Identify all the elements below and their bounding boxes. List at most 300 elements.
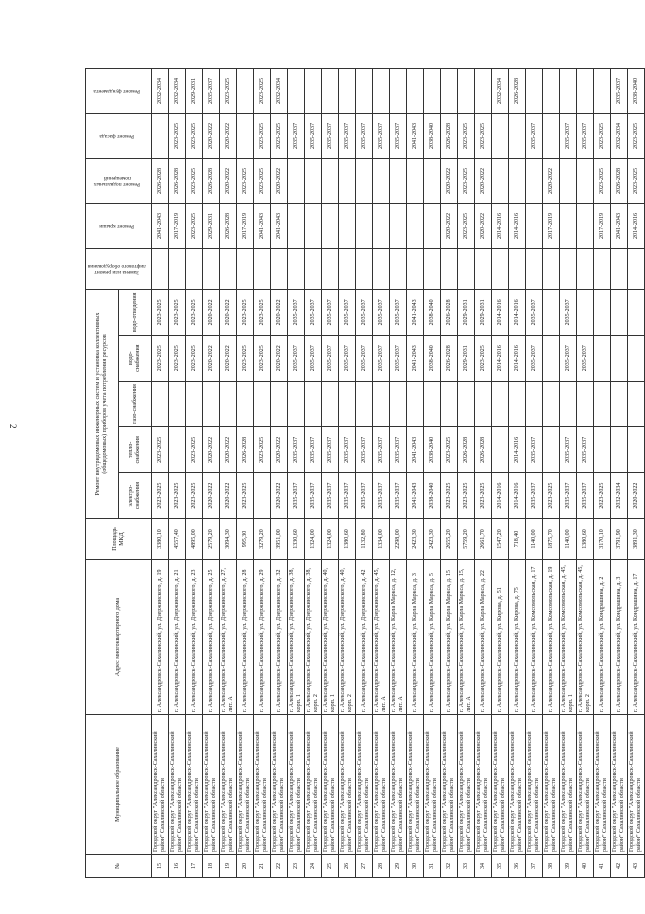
row-address: г. Александровск-Сахалинский, ул. Дзержинского, д. 32 [271,560,288,715]
row-foundation [339,69,356,114]
table-row [475,69,492,878]
row-address: г. Александровск-Сахалинский, ул. Карла Маркса, д. 15 [441,560,458,715]
row-municipality: Городской округ "Александровск-Сахалинский район" Сахалинской области [407,715,424,855]
row-basement: 2026-2028 [203,159,220,204]
table-row [509,69,526,878]
row-lift [594,249,611,290]
row-gas [509,381,526,427]
row-roof: 2017-2019 [543,204,560,249]
row-lift [254,249,271,290]
col-municipality: Муниципальное образование [86,715,152,855]
row-address: г. Александровск-Сахалинский, ул. Дзержинского, д. 25 [203,560,220,715]
row-lift [373,249,390,290]
row-sewer: 2014-2016 [509,290,526,336]
rotated-table-container [85,68,642,878]
row-gas [186,381,203,427]
row-num: 28 [373,855,390,878]
row-sewer: 2023-2025 [152,290,169,336]
row-electro [254,473,271,519]
row-electro: 2020-2022 [220,473,237,519]
row-address: г. Александровск-Сахалинский, ул. Кирова, д. 51 [492,560,509,715]
row-electro: 2014-2016 [492,473,509,519]
row-sewer [577,290,594,336]
row-basement [560,159,577,204]
row-sewer: 2035-2037 [560,290,577,336]
row-area: 2423,30 [407,519,424,560]
table-row [492,69,509,878]
row-address: г. Александровск-Сахалинский, ул. Кондрашина, д. 17 [628,560,645,715]
row-foundation [560,69,577,114]
row-heat: 2020-2022 [271,427,288,473]
row-foundation [322,69,339,114]
row-area: 1132,80 [356,519,373,560]
row-basement [526,159,543,204]
row-facade: 2035-2037 [373,114,390,159]
row-foundation [407,69,424,114]
row-gas [237,381,254,427]
row-gas [203,381,220,427]
row-basement [424,159,441,204]
row-roof [577,204,594,249]
row-heat: 2023-2025 [441,427,458,473]
row-heat: 2038-2040 [424,427,441,473]
row-basement: 2023-2025 [594,159,611,204]
row-heat: 2035-2037 [339,427,356,473]
row-facade: 2035-2037 [526,114,543,159]
row-heat: 2035-2037 [577,427,594,473]
row-heat: 2020-2022 [203,427,220,473]
row-roof: 2029-2031 [203,204,220,249]
row-num: 41 [594,855,611,878]
row-municipality: Городской округ "Александровск-Сахалинский район" Сахалинской области [271,715,288,855]
row-roof [526,204,543,249]
row-area: 3094,30 [220,519,237,560]
row-sewer: 2035-2037 [526,290,543,336]
row-foundation [424,69,441,114]
row-electro: 2020-2022 [203,473,220,519]
row-num: 18 [203,855,220,878]
row-basement [390,159,407,204]
row-water: 2023-2025 [475,335,492,381]
row-electro: 2023-2025 [458,473,475,519]
row-electro: 2041-2043 [407,473,424,519]
table-row [543,69,560,878]
row-lift [322,249,339,290]
row-address: г. Александровск-Сахалинский, ул. Дзержинского, д. 42 [356,560,373,715]
row-address: г. Александровск-Сахалинский, ул. Кирова, д. 75 [509,560,526,715]
row-municipality: Городской округ "Александровск-Сахалинский район" Сахалинской области [356,715,373,855]
row-lift [475,249,492,290]
row-municipality: Городской округ "Александровск-Сахалинский район" Сахалинской области [492,715,509,855]
row-municipality: Городской округ "Александровск-Сахалинский район" Сахалинской области [305,715,322,855]
col-heat: тепло-снабжения [119,427,152,473]
row-water: 2023-2025 [169,335,186,381]
row-lift [169,249,186,290]
row-sewer: 2020-2022 [271,290,288,336]
row-sewer: 2035-2037 [356,290,373,336]
row-electro: 2014-2016 [509,473,526,519]
col-lift: Замена или ремонт лифтового оборудования [86,249,152,290]
row-gas [458,381,475,427]
col-water: водо-снабжения [119,335,152,381]
row-municipality: Городской округ "Александровск-Сахалинский район" Сахалинской области [169,715,186,855]
row-address: г. Александровск-Сахалинский, ул. Дзержинского, д. 29 [254,560,271,715]
row-gas [560,381,577,427]
row-lift [305,249,322,290]
table-row [339,69,356,878]
page-number: 2 [8,424,18,429]
row-area: 1380,60 [577,519,594,560]
row-area: 1330,60 [288,519,305,560]
row-water: 2029-2031 [458,335,475,381]
table-row [186,69,203,878]
row-roof: 2014-2016 [492,204,509,249]
row-area: 1334,00 [373,519,390,560]
row-area: 995,30 [237,519,254,560]
row-water: 2020-2022 [203,335,220,381]
row-municipality: Городской округ "Александровск-Сахалинский район" Сахалинской области [594,715,611,855]
row-water [543,335,560,381]
row-num: 22 [271,855,288,878]
row-gas [390,381,407,427]
row-gas [322,381,339,427]
table-row [356,69,373,878]
table-row [577,69,594,878]
row-sewer [611,290,628,336]
row-facade: 2035-2037 [339,114,356,159]
row-area: 3951,00 [271,519,288,560]
row-area: 3170,10 [594,519,611,560]
row-roof: 2041-2043 [254,204,271,249]
row-lift [186,249,203,290]
row-sewer: 2035-2037 [322,290,339,336]
row-gas [169,381,186,427]
row-heat: 2023-2025 [254,427,271,473]
row-gas [305,381,322,427]
row-lift [611,249,628,290]
row-facade: 2035-2037 [288,114,305,159]
row-municipality: Городской округ "Александровск-Сахалинский район" Сахалинской области [254,715,271,855]
table-row [390,69,407,878]
row-foundation [237,69,254,114]
row-heat: 2026-2028 [475,427,492,473]
row-lift [288,249,305,290]
row-heat: 2023-2025 [152,427,169,473]
row-gas [339,381,356,427]
row-water: 2023-2025 [152,335,169,381]
table-row [560,69,577,878]
row-roof: 2014-2016 [628,204,645,249]
row-electro: 2035-2037 [577,473,594,519]
row-heat: 2035-2037 [305,427,322,473]
row-lift [407,249,424,290]
row-roof [407,204,424,249]
row-foundation [543,69,560,114]
row-municipality: Городской округ "Александровск-Сахалинский район" Сахалинской области [628,715,645,855]
row-gas [407,381,424,427]
row-heat: 2026-2028 [458,427,475,473]
row-num: 23 [288,855,305,878]
row-heat [543,427,560,473]
col-gas: газо-снабжения [119,381,152,427]
row-electro: 2035-2037 [339,473,356,519]
row-heat [169,427,186,473]
table-row [271,69,288,878]
row-area: 718,40 [509,519,526,560]
row-area: 3791,90 [611,519,628,560]
row-municipality: Городской округ "Александровск-Сахалинский район" Сахалинской области [390,715,407,855]
row-basement: 2023-2025 [254,159,271,204]
col-systems-group: Ремонт внутридомовых инженерных систем и установка коллективных (общедомовых) приборов учета потребления ресурсов [86,290,119,519]
col-roof: Ремонт крыши [86,204,152,249]
row-num: 26 [339,855,356,878]
row-roof: 2017-2019 [237,204,254,249]
row-municipality: Городской округ "Александровск-Сахалинский район" Сахалинской области [373,715,390,855]
row-roof: 2020-2022 [475,204,492,249]
row-basement: 2020-2022 [220,159,237,204]
row-roof: 2041-2043 [271,204,288,249]
row-water: 2020-2022 [220,335,237,381]
row-area: 1140,00 [526,519,543,560]
col-basement: Ремонт подвальных помещений [86,159,152,204]
row-electro: 2023-2025 [237,473,254,519]
row-water: 2023-2025 [237,335,254,381]
row-area: 3380,10 [152,519,169,560]
row-water: 2014-2016 [492,335,509,381]
row-lift [390,249,407,290]
row-lift [509,249,526,290]
row-address: г. Александровск-Сахалинский, ул. Карла Маркса, д. 5 [424,560,441,715]
row-foundation [577,69,594,114]
row-gas [152,381,169,427]
row-address: г. Александровск-Сахалинский, ул. Кондрашина, д. 3 [611,560,628,715]
row-water: 2035-2037 [339,335,356,381]
row-num: 37 [526,855,543,878]
row-water: 2026-2028 [441,335,458,381]
row-foundation [288,69,305,114]
row-electro: 2020-2022 [628,473,645,519]
row-foundation [441,69,458,114]
row-basement: 2023-2025 [237,159,254,204]
row-electro: 2023-2025 [169,473,186,519]
row-heat: 2041-2043 [407,427,424,473]
row-gas [441,381,458,427]
row-facade [152,114,169,159]
row-water: 2041-2043 [407,335,424,381]
row-electro: 2023-2025 [543,473,560,519]
row-water: 2023-2025 [186,335,203,381]
row-address: г. Александровск-Сахалинский, ул. Карла Маркса, д. 3 [407,560,424,715]
row-area: 1380,60 [339,519,356,560]
row-lift [271,249,288,290]
row-municipality: Городской округ "Александровск-Сахалинский район" Сахалинской области [560,715,577,855]
row-area: 1324,00 [305,519,322,560]
row-facade: 2032-2034 [611,114,628,159]
row-municipality: Городской округ "Александровск-Сахалинский район" Сахалинской области [577,715,594,855]
row-area: 2655,20 [441,519,458,560]
col-num: № [86,855,152,878]
row-basement: 2020-2022 [543,159,560,204]
row-sewer: 2035-2037 [390,290,407,336]
row-lift [526,249,543,290]
row-facade: 2023-2025 [475,114,492,159]
col-area: Площадь МКД [86,519,152,560]
row-electro: 2035-2037 [356,473,373,519]
row-address: г. Александровск-Сахалинский, ул. Дзержинского, д. 40, корп. 1 [322,560,339,715]
row-area: 2661,70 [475,519,492,560]
row-foundation: 2035-2037 [203,69,220,114]
row-facade: 2035-2037 [322,114,339,159]
row-basement [322,159,339,204]
row-area: 2298,00 [390,519,407,560]
row-foundation: 2032-2034 [492,69,509,114]
row-roof: 2041-2043 [152,204,169,249]
row-address: г. Александровск-Сахалинский, ул. Карла Маркса, д. 12, лит. А [390,560,407,715]
row-water: 2023-2025 [254,335,271,381]
row-basement [577,159,594,204]
row-num: 27 [356,855,373,878]
row-lift [203,249,220,290]
row-electro: 2023-2025 [152,473,169,519]
row-num: 17 [186,855,203,878]
row-area: 1324,00 [322,519,339,560]
row-num: 42 [611,855,628,878]
row-sewer: 2023-2025 [186,290,203,336]
row-address: г. Александровск-Сахалинский, ул. Дзержинского, д. 38, корп. 2 [305,560,322,715]
row-sewer: 2026-2028 [441,290,458,336]
row-municipality: Городской округ "Александровск-Сахалинский район" Сахалинской области [611,715,628,855]
row-facade: 2035-2037 [356,114,373,159]
row-heat: 2023-2025 [186,427,203,473]
row-foundation: 2023-2025 [220,69,237,114]
row-facade [237,114,254,159]
row-lift [356,249,373,290]
row-facade: 2023-2025 [169,114,186,159]
row-municipality: Городской округ "Александровск-Сахалинский район" Сахалинской области [458,715,475,855]
row-foundation: 2029-2031 [186,69,203,114]
row-area: 5759,20 [458,519,475,560]
table-row [203,69,220,878]
row-water: 2035-2037 [288,335,305,381]
row-area: 1547,20 [492,519,509,560]
col-facade: Ремонт фасада [86,114,152,159]
row-num: 20 [237,855,254,878]
row-water [594,335,611,381]
table-body [152,69,645,878]
row-gas [611,381,628,427]
row-water [628,335,645,381]
row-sewer [628,290,645,336]
row-foundation [458,69,475,114]
row-gas [492,381,509,427]
row-gas [577,381,594,427]
row-roof: 2026-2028 [220,204,237,249]
row-electro: 2035-2037 [560,473,577,519]
table-row [424,69,441,878]
row-lift [560,249,577,290]
row-electro: 2038-2040 [424,473,441,519]
row-electro: 2035-2037 [390,473,407,519]
row-gas [628,381,645,427]
row-foundation [305,69,322,114]
row-num: 40 [577,855,594,878]
row-facade: 2035-2037 [560,114,577,159]
row-facade: 2035-2037 [577,114,594,159]
table-row [373,69,390,878]
row-address: г. Александровск-Сахалинский, ул. Карла Маркса, д. 22 [475,560,492,715]
row-gas [594,381,611,427]
row-gas [543,381,560,427]
row-water: 2035-2037 [305,335,322,381]
row-municipality: Городской округ "Александровск-Сахалинский район" Сахалинской области [543,715,560,855]
row-sewer: 2029-2031 [475,290,492,336]
row-facade: 2026-2028 [441,114,458,159]
row-water [611,335,628,381]
row-sewer: 2023-2025 [169,290,186,336]
col-electro: электро-снабжения [119,473,152,519]
row-gas [526,381,543,427]
row-lift [577,249,594,290]
row-num: 36 [509,855,526,878]
row-heat [594,427,611,473]
row-area: 1140,00 [560,519,577,560]
row-num: 29 [390,855,407,878]
row-area: 1875,70 [543,519,560,560]
row-basement: 2020-2022 [441,159,458,204]
row-foundation: 2023-2025 [254,69,271,114]
row-sewer: 2035-2037 [339,290,356,336]
row-address: г. Александровск-Сахалинский, ул. Дзержинского, д. 19 [152,560,169,715]
row-water: 2035-2037 [356,335,373,381]
row-municipality: Городской округ "Александровск-Сахалинский район" Сахалинской области [237,715,254,855]
row-municipality: Городской округ "Александровск-Сахалинский район" Сахалинской области [526,715,543,855]
row-lift [220,249,237,290]
row-num: 39 [560,855,577,878]
row-heat: 2035-2037 [356,427,373,473]
row-num: 24 [305,855,322,878]
row-roof [390,204,407,249]
row-heat: 2014-2016 [509,427,526,473]
row-num: 19 [220,855,237,878]
row-heat: 2035-2037 [288,427,305,473]
row-foundation: 2038-2040 [628,69,645,114]
row-municipality: Городской округ "Александровск-Сахалинский район" Сахалинской области [322,715,339,855]
row-facade: 2041-2043 [407,114,424,159]
row-area: 2579,20 [203,519,220,560]
row-gas [271,381,288,427]
row-num: 31 [424,855,441,878]
row-gas [356,381,373,427]
col-sewer: водо-отведения [119,290,152,336]
row-facade: 2023-2025 [594,114,611,159]
row-num: 15 [152,855,169,878]
row-sewer: 2035-2037 [373,290,390,336]
row-foundation: 2035-2037 [611,69,628,114]
row-area: 3891,30 [628,519,645,560]
row-roof [322,204,339,249]
row-lift [339,249,356,290]
row-basement: 2023-2025 [628,159,645,204]
row-electro: 2035-2037 [373,473,390,519]
row-foundation [373,69,390,114]
table-row [288,69,305,878]
row-water: 2014-2016 [509,335,526,381]
row-lift [543,249,560,290]
row-foundation: 2032-2034 [152,69,169,114]
row-foundation [356,69,373,114]
row-address: г. Александровск-Сахалинский, ул. Дзержинского, д. 45, лит. А [373,560,390,715]
row-roof [339,204,356,249]
